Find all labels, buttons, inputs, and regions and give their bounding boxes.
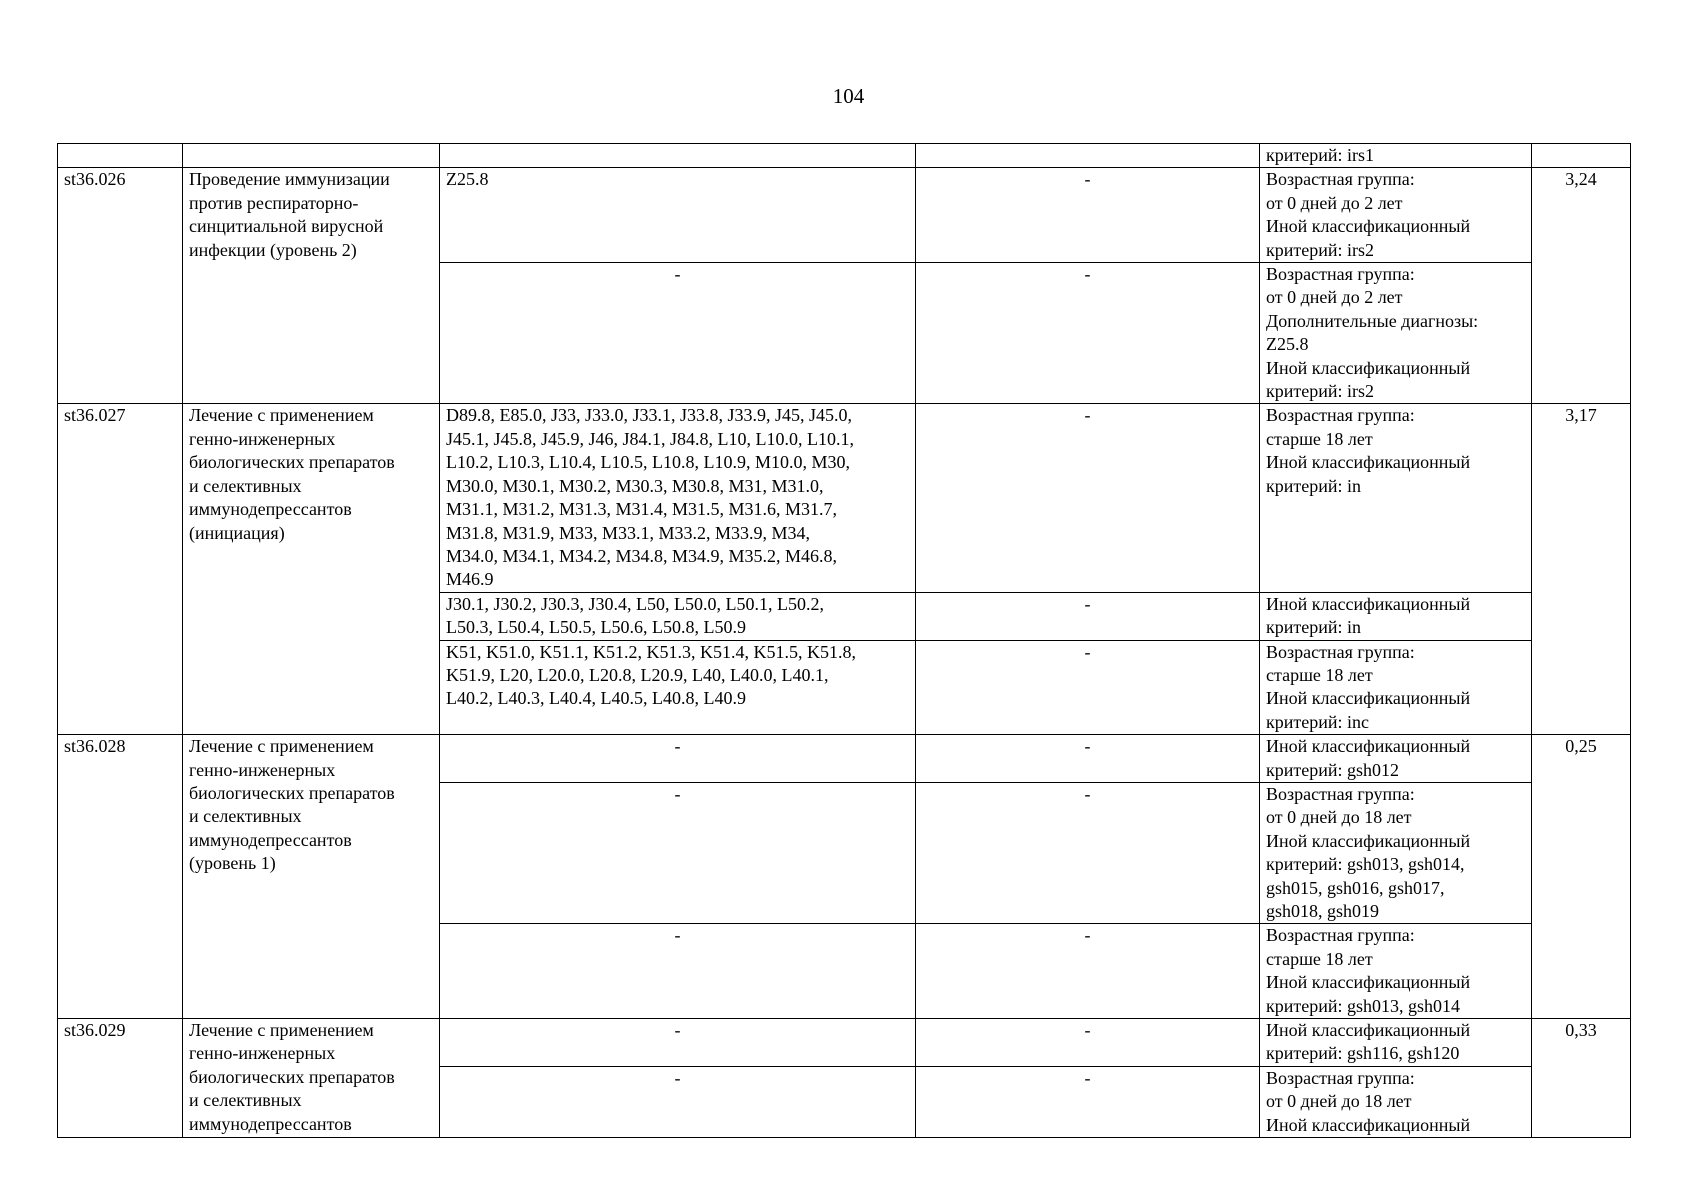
text-line: L10.2, L10.3, L10.4, L10.5, L10.8, L10.9, M10.0, M30,	[446, 452, 850, 473]
text-line: генно-инженерных	[189, 759, 336, 780]
text-line: Иной классификационный	[1266, 1114, 1471, 1135]
text-line: иммунодепрессантов	[189, 499, 352, 520]
coefficient-cell: 0,25	[1532, 735, 1631, 1019]
text-line: иммунодепрессантов	[189, 1113, 352, 1134]
text-line: критерий: in	[1266, 617, 1362, 638]
text-line: и селективных	[189, 806, 302, 827]
criteria-cell	[1260, 782, 1532, 923]
criteria-cell	[1260, 144, 1532, 168]
text-line: Иной классификационный	[1266, 593, 1471, 614]
diagnosis-cell: -	[440, 782, 916, 923]
text-line: критерий: gsh013, gsh014,	[1266, 854, 1465, 875]
text-line: Проведение иммунизации	[189, 169, 390, 190]
text-line: Лечение с применением	[189, 1020, 374, 1041]
text-line: M31.8, M31.9, M33, M33.1, M33.2, M33.9, M34,	[446, 522, 811, 543]
name-cell	[183, 404, 440, 735]
text-line: критерий: gsh116, gsh120	[1266, 1043, 1460, 1064]
coefficient-cell: 3,17	[1532, 404, 1631, 735]
text-line: критерий: irs2	[1266, 239, 1374, 260]
text-line: Возрастная группа:	[1266, 405, 1415, 426]
code-cell: st36.027	[58, 404, 183, 735]
text-line: иммунодепрессантов	[189, 829, 352, 850]
table-row	[58, 735, 1631, 783]
text-line: синцитиальной вирусной	[189, 216, 384, 237]
coefficient-cell	[1532, 144, 1631, 168]
surgery-cell	[916, 144, 1260, 168]
text-line: gsh015, gsh016, gsh017,	[1266, 877, 1445, 898]
text-line: от 0 дней до 2 лет	[1266, 192, 1403, 213]
surgery-cell: -	[916, 735, 1260, 783]
surgery-cell: -	[916, 404, 1260, 592]
code-cell: st36.028	[58, 735, 183, 1019]
criteria-cell	[1260, 640, 1532, 735]
text-line: критерий: in	[1266, 475, 1362, 496]
diagnosis-cell	[440, 404, 916, 592]
text-line: Возрастная группа:	[1266, 169, 1415, 190]
table-row	[58, 144, 1631, 168]
text-line: от 0 дней до 18 лет	[1266, 807, 1412, 828]
text-line: биологических препаратов	[189, 452, 395, 473]
text-line: Лечение с применением	[189, 405, 374, 426]
text-line: старше 18 лет	[1266, 948, 1373, 969]
text-line: биологических препаратов	[189, 782, 395, 803]
text-line: M30.0, M30.1, M30.2, M30.3, M30.8, M31, M31.0,	[446, 475, 824, 496]
text-line: критерий: gsh013, gsh014	[1266, 995, 1461, 1016]
tariff-table	[57, 143, 1631, 1138]
text-line: M46.9	[446, 569, 494, 590]
code-cell: st36.029	[58, 1019, 183, 1138]
text-line: Возрастная группа:	[1266, 641, 1415, 662]
text-line: Возрастная группа:	[1266, 264, 1415, 285]
diagnosis-cell	[440, 592, 916, 640]
text-line: K51.9, L20, L20.0, L20.8, L20.9, L40, L40.0, L40.1,	[446, 664, 829, 685]
criteria-cell	[1260, 924, 1532, 1019]
criteria-cell	[1260, 168, 1532, 263]
surgery-cell: -	[916, 263, 1260, 404]
name-cell	[183, 168, 440, 404]
surgery-cell: -	[916, 1019, 1260, 1067]
diagnosis-cell: -	[440, 1066, 916, 1137]
text-line: критерий: irs1	[1266, 145, 1374, 165]
text-line: Иной классификационный	[1266, 452, 1471, 473]
text-line: старше 18 лет	[1266, 664, 1373, 685]
text-line: Возрастная группа:	[1266, 783, 1415, 804]
surgery-cell: -	[916, 782, 1260, 923]
text-line: биологических препаратов	[189, 1066, 395, 1087]
text-line: критерий: irs2	[1266, 381, 1374, 402]
surgery-cell: -	[916, 924, 1260, 1019]
text-line: J45.1, J45.8, J45.9, J46, J84.1, J84.8, L10, L10.0, L10.1,	[446, 428, 855, 449]
text-line: K51, K51.0, K51.1, K51.2, K51.3, K51.4, K51.5, K51.8,	[446, 641, 856, 662]
criteria-cell	[1260, 592, 1532, 640]
text-line: Иной классификационный	[1266, 830, 1471, 851]
text-line: Иной классификационный	[1266, 1020, 1471, 1041]
diagnosis-cell	[440, 168, 916, 263]
text-line: Z25.8	[446, 169, 489, 190]
text-line: против респираторно-	[189, 192, 359, 213]
diagnosis-cell: -	[440, 1019, 916, 1067]
table-row	[58, 1019, 1631, 1067]
text-line: gsh018, gsh019	[1266, 901, 1380, 921]
criteria-cell	[1260, 1066, 1532, 1137]
diagnosis-cell	[440, 640, 916, 735]
text-line: J30.1, J30.2, J30.3, J30.4, L50, L50.0, L50.1, L50.2,	[446, 593, 824, 614]
surgery-cell: -	[916, 1066, 1260, 1137]
table-row	[58, 404, 1631, 592]
diagnosis-cell: -	[440, 263, 916, 404]
text-line: M31.1, M31.2, M31.3, M31.4, M31.5, M31.6, M31.7,	[446, 499, 838, 520]
surgery-cell: -	[916, 168, 1260, 263]
criteria-cell	[1260, 263, 1532, 404]
surgery-cell: -	[916, 592, 1260, 640]
text-line: Иной классификационный	[1266, 357, 1471, 378]
name-cell	[183, 144, 440, 168]
text-line: Z25.8	[1266, 334, 1309, 355]
text-line: критерий: gsh012	[1266, 759, 1400, 780]
text-line: L50.3, L50.4, L50.5, L50.6, L50.8, L50.9	[446, 617, 746, 638]
page-number: 104	[832, 84, 865, 108]
text-line: Иной классификационный	[1266, 688, 1471, 709]
text-line: инфекции (уровень 2)	[189, 239, 357, 260]
text-line: генно-инженерных	[189, 1043, 336, 1064]
text-line: критерий: inc	[1266, 711, 1369, 732]
text-line: и селективных	[189, 1090, 302, 1111]
text-line: Лечение с применением	[189, 736, 374, 757]
text-line: Возрастная группа:	[1266, 925, 1415, 946]
name-cell	[183, 1019, 440, 1138]
text-line: M34.0, M34.1, M34.2, M34.8, M34.9, M35.2, M46.8,	[446, 545, 838, 566]
text-line: L40.2, L40.3, L40.4, L40.5, L40.8, L40.9	[446, 688, 746, 709]
diagnosis-cell: -	[440, 735, 916, 783]
text-line: старше 18 лет	[1266, 428, 1373, 449]
code-cell: st36.026	[58, 168, 183, 404]
text-line: и селективных	[189, 475, 302, 496]
criteria-cell	[1260, 1019, 1532, 1067]
text-line: (уровень 1)	[189, 853, 276, 874]
text-line: D89.8, E85.0, J33, J33.0, J33.1, J33.8, J33.9, J45, J45.0,	[446, 405, 853, 426]
text-line: Дополнительные диагнозы:	[1266, 310, 1479, 331]
text-line: Возрастная группа:	[1266, 1067, 1415, 1088]
name-cell	[183, 735, 440, 1019]
criteria-cell	[1260, 735, 1532, 783]
code-cell	[58, 144, 183, 168]
text-line: Иной классификационный	[1266, 972, 1471, 993]
table-row	[58, 168, 1631, 263]
text-line: (инициация)	[189, 522, 285, 543]
diagnosis-cell: -	[440, 924, 916, 1019]
surgery-cell: -	[916, 640, 1260, 735]
text-line: генно-инженерных	[189, 428, 336, 449]
diagnosis-cell	[440, 144, 916, 168]
text-line: Иной классификационный	[1266, 216, 1471, 237]
criteria-cell	[1260, 404, 1532, 592]
coefficient-cell: 0,33	[1532, 1019, 1631, 1138]
text-line: Иной классификационный	[1266, 736, 1471, 757]
text-line: от 0 дней до 2 лет	[1266, 287, 1403, 308]
coefficient-cell: 3,24	[1532, 168, 1631, 404]
text-line: от 0 дней до 18 лет	[1266, 1091, 1412, 1112]
